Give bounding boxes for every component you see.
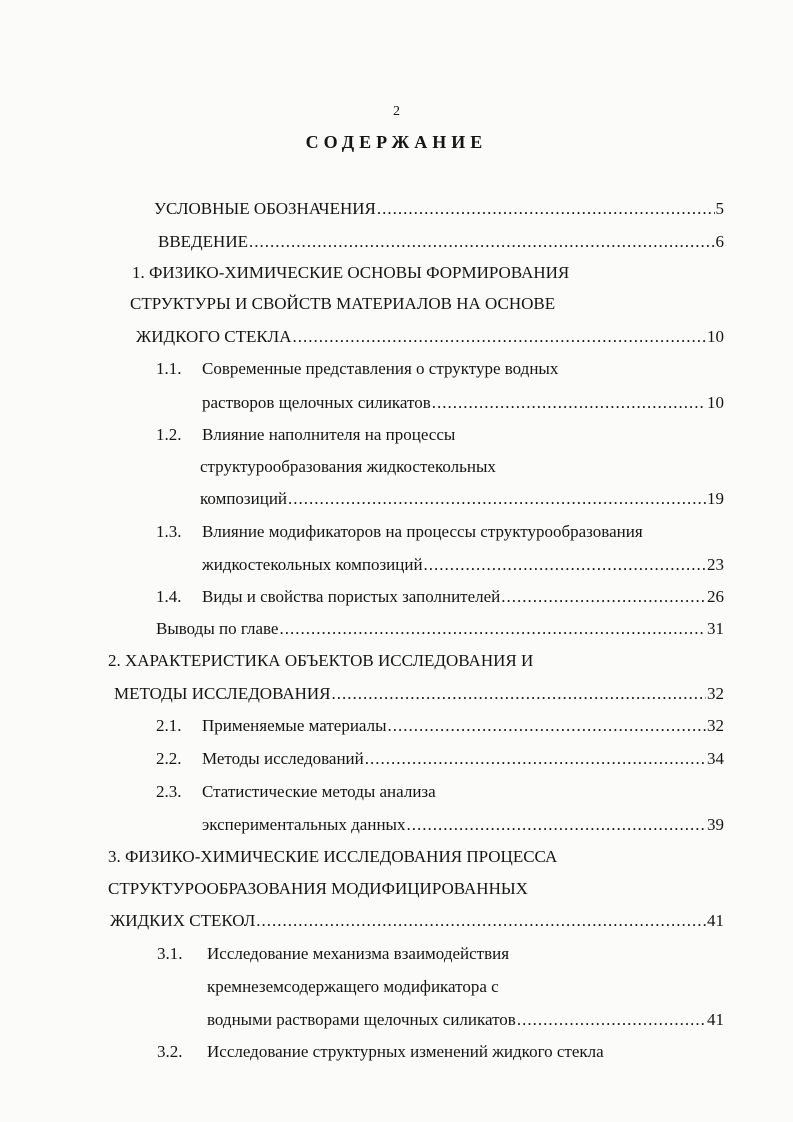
toc-label: Виды и свойства пористых заполнителей	[202, 587, 501, 606]
leader-dots	[365, 748, 706, 770]
toc-page: 10	[707, 393, 724, 412]
page-number: 2	[393, 104, 400, 119]
toc-label: водными растворами щелочных силикатов	[207, 1010, 516, 1029]
leader-dots	[279, 618, 706, 640]
section-number: 1.2.	[156, 425, 182, 444]
section-number: 2.3.	[156, 782, 182, 801]
toc-label: ЖИДКОГО СТЕКЛА	[136, 327, 292, 346]
leader-dots	[406, 814, 706, 836]
toc-label: Выводы по главе	[156, 619, 279, 638]
section-number: 3.2.	[157, 1042, 183, 1061]
toc-entry-chapter-2	[114, 683, 724, 705]
section-number: 1.4.	[156, 587, 182, 606]
toc-entry-chapter-3	[110, 910, 724, 932]
chapter-3-title-line1: 3. ФИЗИКО-ХИМИЧЕСКИЕ ИССЛЕДОВАНИЯ ПРОЦЕССА	[108, 847, 558, 866]
toc-entry-section-3-1	[207, 1009, 724, 1031]
toc-page: 6	[715, 232, 724, 251]
toc-page: 41	[707, 1010, 724, 1029]
toc-entry-chapter-1	[136, 326, 724, 348]
toc-label: композиций	[200, 489, 288, 508]
toc-page: 39	[707, 815, 724, 834]
leader-dots	[332, 683, 706, 705]
toc-page: 10	[707, 327, 724, 346]
toc-entry-section-1-2	[200, 488, 724, 510]
toc-entry-section-2-1	[202, 715, 724, 737]
toc-label: УСЛОВНЫЕ ОБОЗНАЧЕНИЯ	[154, 199, 376, 218]
leader-dots	[501, 586, 706, 608]
chapter-1-title-line1: 1. ФИЗИКО-ХИМИЧЕСКИЕ ОСНОВЫ ФОРМИРОВАНИЯ	[132, 263, 570, 282]
leader-dots	[256, 910, 706, 932]
toc-label: МЕТОДЫ ИССЛЕДОВАНИЯ	[114, 684, 331, 703]
section-number: 2.1.	[156, 716, 182, 735]
toc-label: экспериментальных данных	[202, 815, 406, 834]
leader-dots	[432, 392, 706, 414]
section-number: 1.3.	[156, 522, 182, 541]
toc-label: Методы исследований	[202, 749, 364, 768]
toc-page: 23	[707, 555, 724, 574]
toc-page: 41	[707, 911, 724, 930]
toc-page: 19	[707, 489, 724, 508]
leader-dots	[292, 326, 706, 348]
toc-label: ВВЕДЕНИЕ	[158, 232, 248, 251]
section-1-2-line2: структурообразования жидкостекольных	[200, 457, 496, 476]
leader-dots	[517, 1009, 706, 1031]
section-number: 2.2.	[156, 749, 182, 768]
chapter-3-title-line2: СТРУКТУРООБРАЗОВАНИЯ МОДИФИЦИРОВАННЫХ	[108, 879, 528, 898]
toc-entry-section-2-3	[202, 814, 724, 836]
leader-dots	[377, 198, 715, 220]
chapter-1-title-line2: СТРУКТУРЫ И СВОЙСТВ МАТЕРИАЛОВ НА ОСНОВЕ	[130, 294, 556, 313]
section-1-2-line1: Влияние наполнителя на процессы	[202, 425, 456, 444]
toc-title: СОДЕРЖАНИЕ	[305, 132, 488, 152]
toc-entry-section-2-2	[202, 748, 724, 770]
leader-dots	[288, 488, 706, 510]
toc-entry-section-1-1	[202, 392, 724, 414]
section-number: 1.1.	[156, 359, 182, 378]
toc-page: 34	[707, 749, 724, 768]
section-number: 3.1.	[157, 944, 183, 963]
toc-label: растворов щелочных силикатов	[202, 393, 431, 412]
leader-dots	[388, 715, 706, 737]
toc-entry-introduction	[158, 231, 724, 253]
section-3-1-line1: Исследование механизма взаимодействия	[207, 944, 510, 963]
toc-page: 32	[707, 716, 724, 735]
toc-page: 5	[715, 199, 724, 218]
section-2-3-line1: Статистические методы анализа	[202, 782, 436, 801]
toc-entry-conclusions	[156, 618, 724, 640]
toc-label: Применяемые материалы	[202, 716, 387, 735]
leader-dots	[249, 231, 715, 253]
toc-entry-section-1-3	[202, 554, 724, 576]
section-3-1-line2: кремнеземсодержащего модификатора с	[207, 977, 499, 996]
toc-label: ЖИДКИХ СТЕКОЛ	[110, 911, 256, 930]
section-1-1-line1: Современные представления о структуре водных	[202, 359, 559, 378]
toc-label: жидкостекольных композиций	[202, 555, 423, 574]
toc-entry-abbreviations	[154, 198, 724, 220]
toc-page: 32	[707, 684, 724, 703]
leader-dots	[424, 554, 706, 576]
chapter-2-title-line1: 2. ХАРАКТЕРИСТИКА ОБЪЕКТОВ ИССЛЕДОВАНИЯ И	[108, 651, 534, 670]
toc-page: 31	[707, 619, 724, 638]
toc-entry-section-1-4	[202, 586, 724, 608]
section-3-2-line1: Исследование структурных изменений жидкого стекла	[207, 1042, 604, 1061]
toc-page: 26	[707, 587, 724, 606]
section-1-3-line1: Влияние модификаторов на процессы структурообразования	[202, 522, 643, 541]
